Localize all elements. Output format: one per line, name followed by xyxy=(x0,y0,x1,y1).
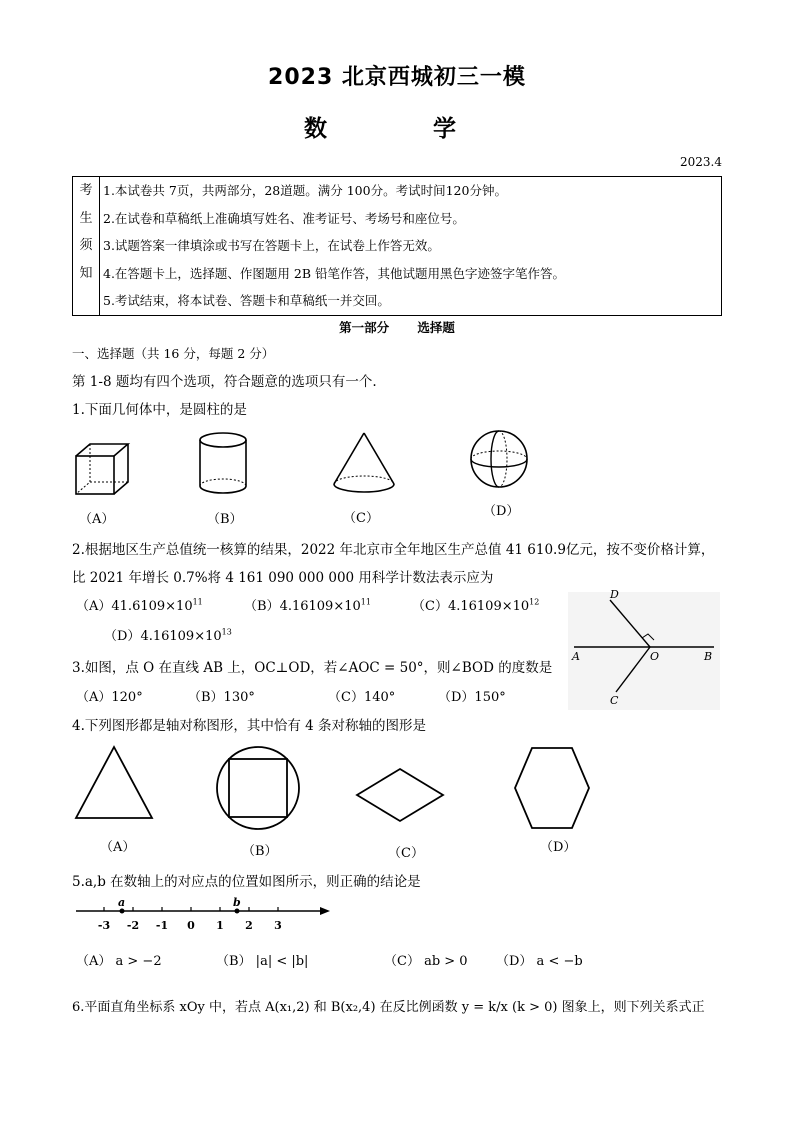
part-heading: 第一部分 选择题 xyxy=(339,320,455,335)
q5-option-c[interactable]: （C） ab > 0 xyxy=(384,954,468,969)
q3-option-a[interactable]: （A）120° xyxy=(76,690,143,705)
hexagon-figure xyxy=(512,744,592,832)
notice-item: 3.试题答案一律填涂或书写在答题卡上，在试卷上作答无效。 xyxy=(103,238,440,253)
cube-figure xyxy=(72,440,132,500)
q1-label-a: （A） xyxy=(79,512,115,527)
section-heading: 一、选择题（共 16 分，每题 2 分） xyxy=(72,346,275,361)
notice-item: 5.考试结束，将本试卷、答题卡和草稿纸一并交回。 xyxy=(103,293,390,308)
number-line-tick-label: -1 xyxy=(155,919,169,932)
rhombus-figure xyxy=(354,766,446,824)
exam-date: 2023.4 xyxy=(680,155,722,169)
exam-title: 2023 北京西城初三一模 xyxy=(268,65,526,90)
q6-stem: 6.平面直角坐标系 xOy 中，若点 A(x₁,2) 和 B(x₂,4) 在反比例函数 y = k/x (k > 0) 图象上，则下列关系式正 xyxy=(72,1000,705,1015)
q2-option-b[interactable]: $(B)4.16109\times 10^{11}$ xyxy=(244,597,371,614)
circle-square-figure xyxy=(214,744,302,832)
sphere-figure xyxy=(468,428,530,490)
q4-label-c: （C） xyxy=(388,846,424,861)
number-line-tick-label: -3 xyxy=(97,919,111,932)
section-instruction: 第 1-8 题均有四个选项，符合题意的选项只有一个. xyxy=(72,374,377,390)
notice-label-char: 须 xyxy=(79,238,93,253)
q3-label-a: A xyxy=(572,650,580,663)
subject-title: 数 学 xyxy=(303,116,490,142)
number-line-tick-label: 0 xyxy=(187,919,195,932)
cone-figure xyxy=(330,430,398,498)
number-line-tick-label: 1 xyxy=(216,919,224,932)
number-line-tick-label: 3 xyxy=(274,919,282,932)
q5-option-a[interactable]: （A） a > −2 xyxy=(76,954,162,969)
q4-label-d: （D） xyxy=(540,840,577,855)
number-line-tick-label: -2 xyxy=(126,919,140,932)
q1-label-d: （D） xyxy=(483,504,520,519)
q2-stem-line1: 2.根据地区生产总值统一核算的结果，2022 年北京市全年地区生产总值 41 610.9亿元，按不变价格计算， xyxy=(72,542,715,558)
q3-label-b: B xyxy=(704,650,713,663)
notice-item: 1.本试卷共 7页，共两部分，28道题。满分 100分。考试时间120分钟。 xyxy=(103,183,507,198)
q2-option-a[interactable]: $(A)41.6109\times 10^{11}$ xyxy=(76,597,203,614)
triangle-figure xyxy=(72,744,156,822)
q3-option-d[interactable]: （D）150° xyxy=(438,690,506,705)
q1-stem: 1.下面几何体中，是圆柱的是 xyxy=(72,402,247,418)
q1-label-c: （C） xyxy=(343,511,379,526)
point-b-dot xyxy=(235,909,240,914)
q1-label-b: （B） xyxy=(207,512,243,527)
q5-stem: 5.a,b 在数轴上的对应点的位置如图所示，则正确的结论是 xyxy=(72,874,421,890)
q3-option-b[interactable]: （B）130° xyxy=(188,690,255,705)
notice-box xyxy=(72,176,722,316)
q3-option-c[interactable]: （C）140° xyxy=(328,690,396,705)
q5-option-b[interactable]: （B） |a| < |b| xyxy=(216,954,309,969)
notice-item: 2.在试卷和草稿纸上准确填写姓名、准考证号、考场号和座位号。 xyxy=(103,210,465,226)
notice-label-char: 知 xyxy=(79,265,93,281)
q3-label-c: C xyxy=(610,694,619,707)
q3-label-o: O xyxy=(650,650,660,663)
q4-label-a: （A） xyxy=(100,840,136,855)
q3-angle-figure xyxy=(568,588,720,710)
q3-stem: 3.如图，点 O 在直线 AB 上，OC⊥OD，若∠AOC = 50°，则∠BOD 的度数是 xyxy=(72,660,553,676)
q3-label-d: D xyxy=(610,588,619,601)
q2-option-d[interactable]: $(D)4.16109\times 10^{13}$ xyxy=(104,627,232,644)
notice-item: 4.在答题卡上，选择题、作图题用 2B 铅笔作答，其他试题用黑色字迹签字笔作答。 xyxy=(103,265,566,281)
cylinder-figure xyxy=(195,430,251,498)
q4-stem: 4.下列图形都是轴对称图形，其中恰有 4 条对称轴的图形是 xyxy=(72,718,427,734)
q2-stem-line2: 比 2021 年增长 0.7%将 4 161 090 000 000 用科学计数法表示应为 xyxy=(72,570,494,586)
notice-label-char: 生 xyxy=(79,210,93,226)
point-a-label: a xyxy=(118,896,126,909)
q5-option-d[interactable]: （D） a < −b xyxy=(496,954,583,969)
notice-label xyxy=(73,177,100,316)
q2-option-c[interactable]: $(C)4.16109\times 10^{12}$ xyxy=(412,597,540,614)
point-a-dot xyxy=(120,909,125,914)
q4-label-b: （B） xyxy=(242,844,278,859)
number-line xyxy=(72,896,334,940)
number-line-tick-label: 2 xyxy=(245,919,253,932)
point-b-label: b xyxy=(233,896,241,909)
notice-label-char: 考 xyxy=(79,183,93,198)
notice-items xyxy=(100,177,722,316)
